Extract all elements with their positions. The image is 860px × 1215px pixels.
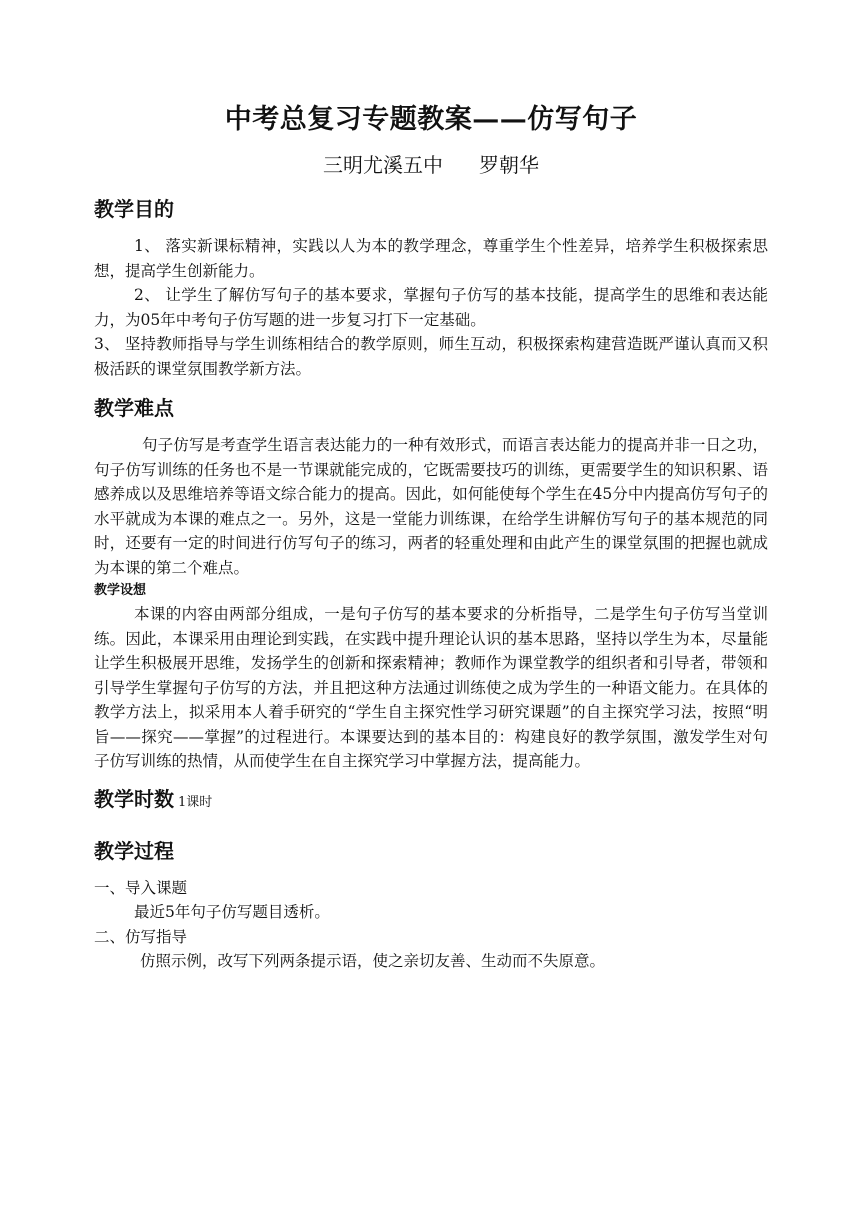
author-name: 罗朝华	[479, 153, 539, 177]
objective-item-2: 2、 让学生了解仿写句子的基本要求，掌握句子仿写的基本技能，提高学生的思维和表达能力，为05年中考句子仿写题的进一步复习打下一定基础。	[94, 286, 768, 329]
process-step-1-text: 最近5年句子仿写题目透析。	[134, 903, 330, 921]
difficulty-text: 句子仿写是考查学生语言表达能力的一种有效形式，而语言表达能力的提高并非一日之功，句子仿写训练的任务也不是一节课就能完成的，它既需要技巧的训练，更需要学生的知识积累、语感养成以及思维培养等语文综合能力的提高。因此，如何能使每个学生在45分中内提高仿写句子的水平就成为本课的难点之一。另外，这是一堂能力训练课，在给学生讲解仿写句子的基本规范的同时，还要有一定的时间进行仿写句子的练习，两者的轻重处理和由此产生的课堂氛围的把握也就成为本课的第二个难点。	[94, 436, 768, 577]
school-name: 三明尤溪五中	[323, 153, 443, 177]
hours-heading	[94, 782, 768, 820]
hours-label: 教学时数	[94, 786, 174, 811]
objectives-heading: 教学目的	[94, 197, 174, 221]
hours-value: 1课时	[178, 794, 213, 810]
design-heading: 教学设想	[94, 583, 147, 598]
process-step-2-text: 仿照示例，改写下列两条提示语，使之亲切友善、生动而不失原意。	[140, 952, 606, 970]
author-line	[94, 148, 768, 182]
design-text: 本课的内容由两部分组成，一是句子仿写的基本要求的分析指导，二是学生句子仿写当堂训练。因此，本课采用由理论到实践，在实践中提升理论认识的基本思路，坚持以学生为本，尽量能让学生积极展开思维，发扬学生的创新和探索精神；教师作为课堂教学的组织者和引导者，带领和引导学生掌握句子仿写的方法，并且把这种方法通过训练使之成为学生的一种语文能力。在具体的教学方法上，拟采用本人着手研究的“学生自主探究性学习研究课题”的自主探究学习法，按照“明旨——探究——掌握”的过程进行。本课要达到的基本目的：构建良好的教学氛围，激发学生对句子仿写训练的热情，从而使学生在自主探究学习中掌握方法，提高能力。	[94, 605, 768, 770]
process-step-2-title: 二、仿写指导	[94, 927, 188, 946]
document-page	[94, 96, 768, 974]
process-heading: 教学过程	[94, 838, 174, 863]
page-title: 中考总复习专题教案——仿写句子	[224, 104, 638, 135]
objective-item-1: 1、 落实新课标精神，实践以人为本的教学理念，尊重学生个性差异，培养学生积极探索思想，提高学生创新能力。	[94, 237, 768, 280]
difficulty-heading: 教学难点	[94, 396, 174, 420]
process-step-1-title: 一、导入课题	[94, 878, 188, 897]
objective-item-3: 3、 坚持教师指导与学生训练相结合的教学原则，师生互动，积极探索构建营造既严谨认真而又积极活跃的课堂氛围教学新方法。	[94, 335, 768, 378]
